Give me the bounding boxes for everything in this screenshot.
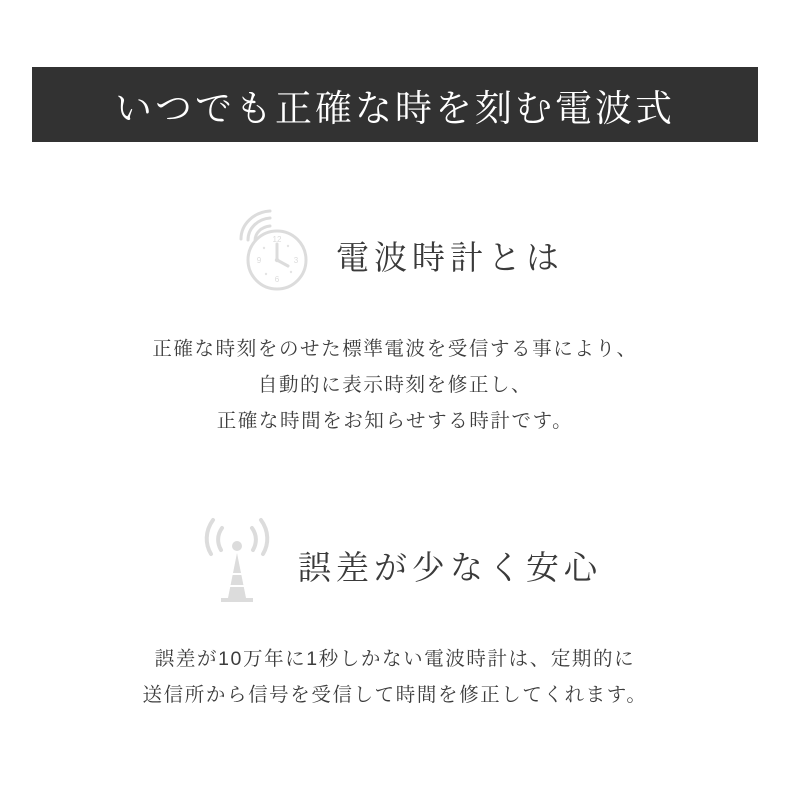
clock-numeral-3: 3 [293,256,299,265]
section-1-body [0,331,790,439]
section-1-line-3: 正確な時間をお知らせする時計です。 [216,410,574,432]
section-2-title: 誤差が少なく安心 [298,548,602,586]
section-2-heading [0,515,790,615]
section-2-body [0,641,790,713]
section-1-title: 電波時計とは [336,238,564,276]
radio-tower-icon [188,516,286,614]
section-1-heading [0,205,790,305]
header-banner [32,67,758,142]
clock-numeral-6: 6 [274,275,280,284]
clock-numeral-9: 9 [256,256,262,265]
banner-title: いつでも正確な時を刻む電波式 [115,87,675,129]
section-1-line-1: 正確な時刻をのせた標準電波を受信する事により、 [152,338,638,360]
clock-numeral-12: 12 [272,235,282,244]
section-radio-clock [0,205,790,439]
radio-clock-icon [226,206,324,304]
section-1-line-2: 自動的に表示時刻を修正し、 [257,374,533,396]
section-2-line-1: 誤差が10万年に1秒しかない電波時計は、定期的に [154,648,636,670]
section-accuracy [0,515,790,713]
section-2-line-2: 送信所から信号を受信して時間を修正してくれます。 [142,684,648,706]
